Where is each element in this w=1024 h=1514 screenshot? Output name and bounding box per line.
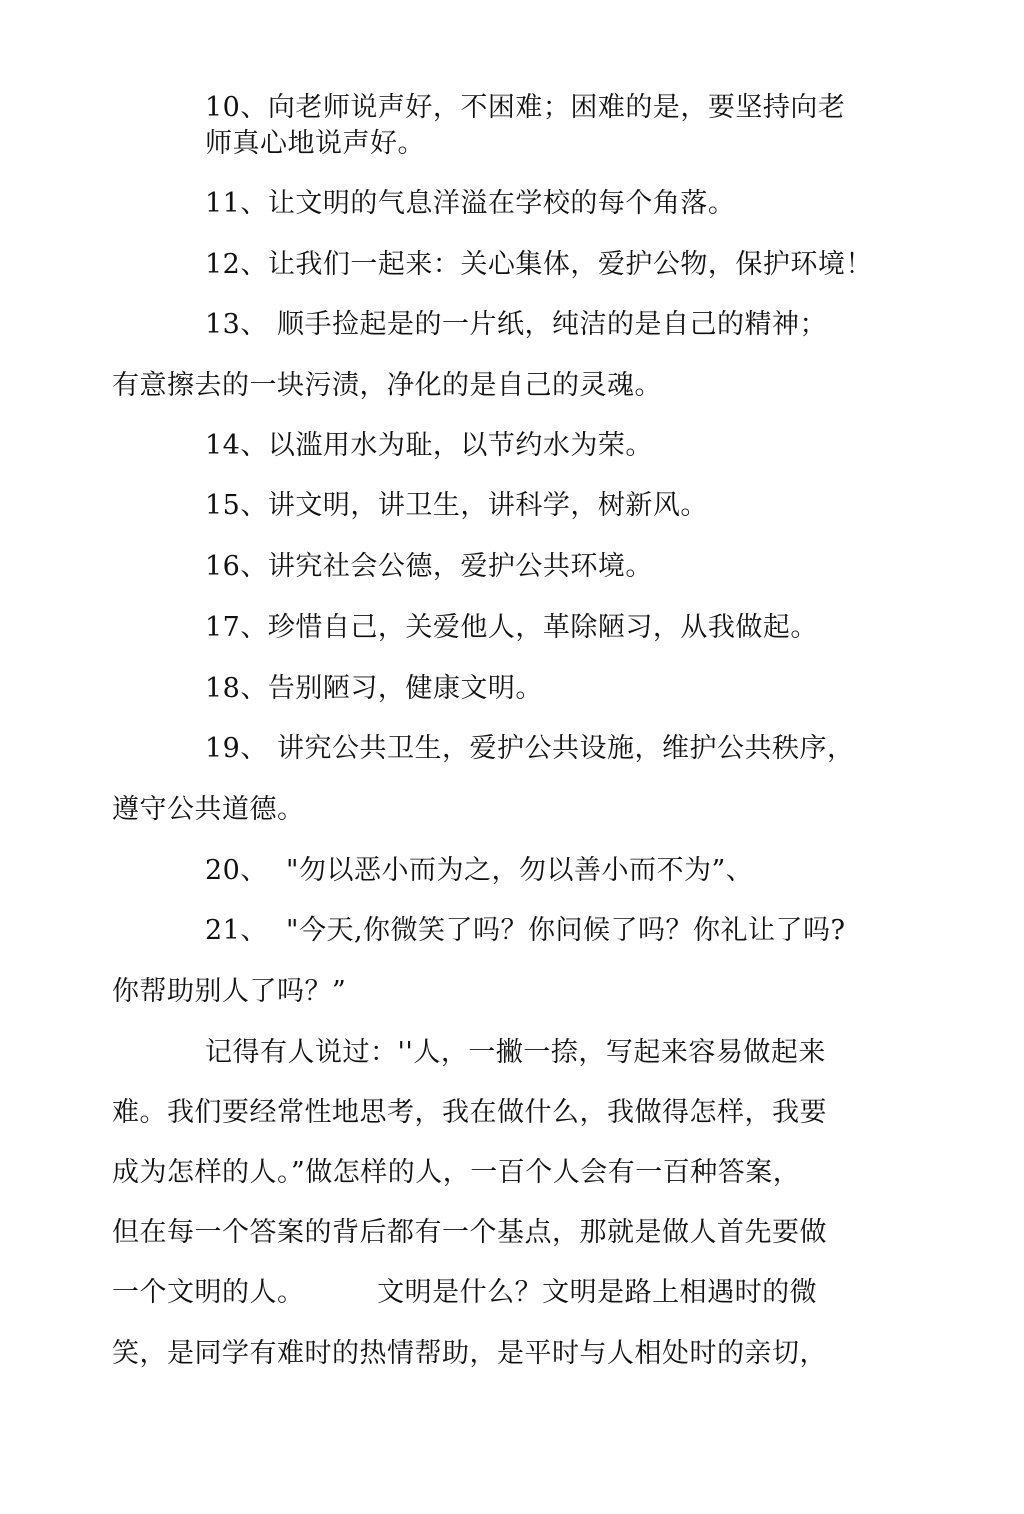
text-line: 有意擦去的一块污渍，净化的是自己的灵魂。 [112, 370, 662, 401]
text-line: 记得有人说过：''人，一撇一捺，写起来容易做起来 [205, 1037, 826, 1068]
text-line: 18、告别陋习，健康文明。 [205, 673, 543, 704]
text-line: 11、让文明的气息洋溢在学校的每个角落。 [205, 188, 736, 219]
text-line: 难。我们要经常性地思考，我在做什么，我做得怎样，我要 [112, 1097, 827, 1128]
text-line: 20、 "勿以恶小而为之，勿以善小而不为”、 [205, 855, 754, 886]
text-line: 一个文明的人。 文明是什么？文明是路上相遇时的微 [112, 1277, 818, 1308]
text-line: 师真心地说声好。 [205, 128, 425, 159]
text-line: 19、 讲究公共卫生，爱护公共设施，维护公共秩序， [205, 733, 855, 764]
text-line: 遵守公共道德。 [112, 794, 305, 825]
text-line: 成为怎样的人。”做怎样的人，一百个人会有一百种答案， [112, 1157, 801, 1188]
text-line: 15、讲文明，讲卫生，讲科学，树新风。 [205, 490, 708, 521]
text-line: 12、让我们一起来：关心集体，爱护公物，保护环境！ [205, 249, 873, 280]
text-line: 笑，是同学有难时的热情帮助，是平时与人相处时的亲切， [112, 1338, 827, 1369]
text-line: 17、珍惜自己，关爱他人，革除陋习，从我做起。 [205, 612, 818, 643]
text-line: 21、 "今天,你微笑了吗？你问候了吗？你礼让了吗? [205, 915, 846, 946]
text-line: 13、 顺手捡起是的一片纸，纯洁的是自己的精神； [205, 309, 827, 340]
text-line: 但在每一个答案的背后都有一个基点，那就是做人首先要做 [112, 1217, 827, 1248]
text-line: 14、以滥用水为耻，以节约水为荣。 [205, 430, 653, 461]
text-line: 16、讲究社会公德，爱护公共环境。 [205, 551, 653, 582]
text-line: 10、向老师说声好，不困难；困难的是，要坚持向老 [205, 92, 846, 123]
text-line: 你帮助别人了吗？” [112, 976, 347, 1007]
